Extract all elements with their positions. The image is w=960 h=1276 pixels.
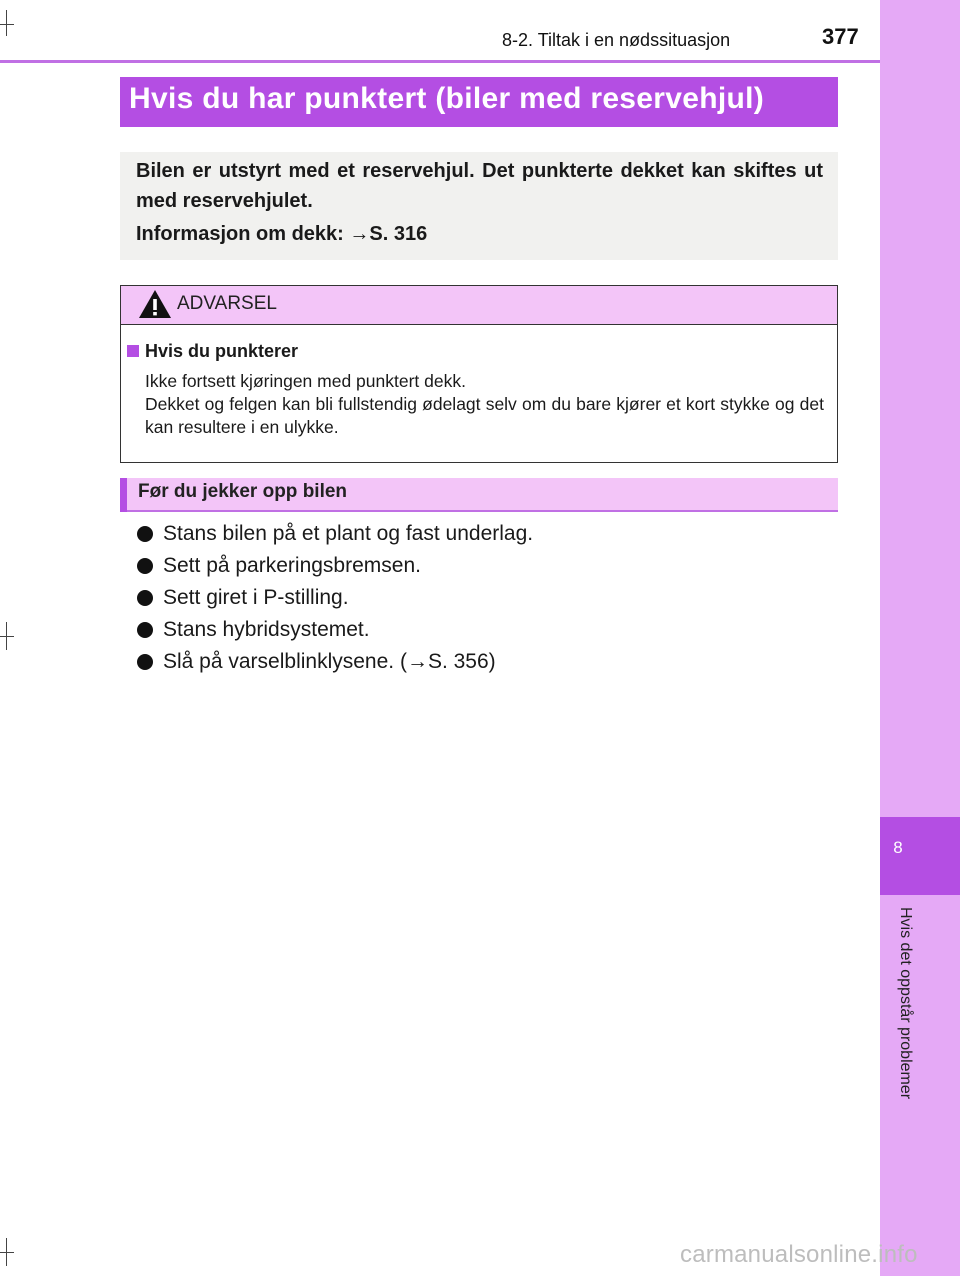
list-item [137,518,533,550]
subheading-text: Før du jekker opp bilen [138,481,348,502]
warning-triangle-icon [138,289,172,319]
list-item-text: Stans bilen på et plant og fast underlag. [163,522,534,545]
bullet-icon [137,654,153,670]
list-item [137,582,533,614]
header-section-title: 8-2. Tiltak i en nødssituasjon [502,30,731,50]
watermark: carmanualsonline.info [680,1241,918,1268]
page-title: Hvis du har punktert (biler med reservehjul) [129,82,765,115]
list-item [137,646,533,678]
bullet-icon [137,526,153,542]
list-item-text: Sett på parkeringsbremsen. [163,554,421,577]
bullet-icon [137,590,153,606]
list-item-text: Sett giret i P-stilling. [163,586,349,609]
bullet-list [137,518,533,678]
warning-subheading: Hvis du punkterer [145,341,299,361]
crop-mark [0,1252,14,1253]
header-rule [0,60,880,63]
warning-line: Dekket og felgen kan bli fullstendig ødelagt selv om du bare kjører et kort stykke og det kan resultere i en ulykke. [145,394,824,437]
square-bullet-icon [127,345,139,357]
crop-mark [6,622,7,650]
crop-mark [0,636,14,637]
crop-mark [6,1238,7,1266]
crop-mark [0,24,14,25]
warning-body [145,370,824,439]
list-item-text: Slå på varselblinklysene. (→S. 356) [163,650,496,673]
warning-line: Ikke fortsett kjøringen med punktert dekk. [145,371,466,391]
list-item-text: Stans hybridsystemet. [163,618,370,641]
intro-reference: Informasjon om dekk: →S. 316 [136,223,428,245]
list-item [137,614,533,646]
bullet-icon [137,558,153,574]
bullet-icon [137,622,153,638]
page-number: 377 [822,24,859,49]
intro-text: Bilen er utstyrt med et reservehjul. Det punkterte dekket kan skiftes ut med reservehjulet. [136,160,823,212]
chapter-number: 8 [893,838,903,857]
crop-mark [6,10,7,36]
warning-label: ADVARSEL [177,293,277,314]
list-item [137,550,533,582]
subheading-accent [120,478,127,512]
chapter-title: Hvis det oppstår problemer [897,907,914,1100]
